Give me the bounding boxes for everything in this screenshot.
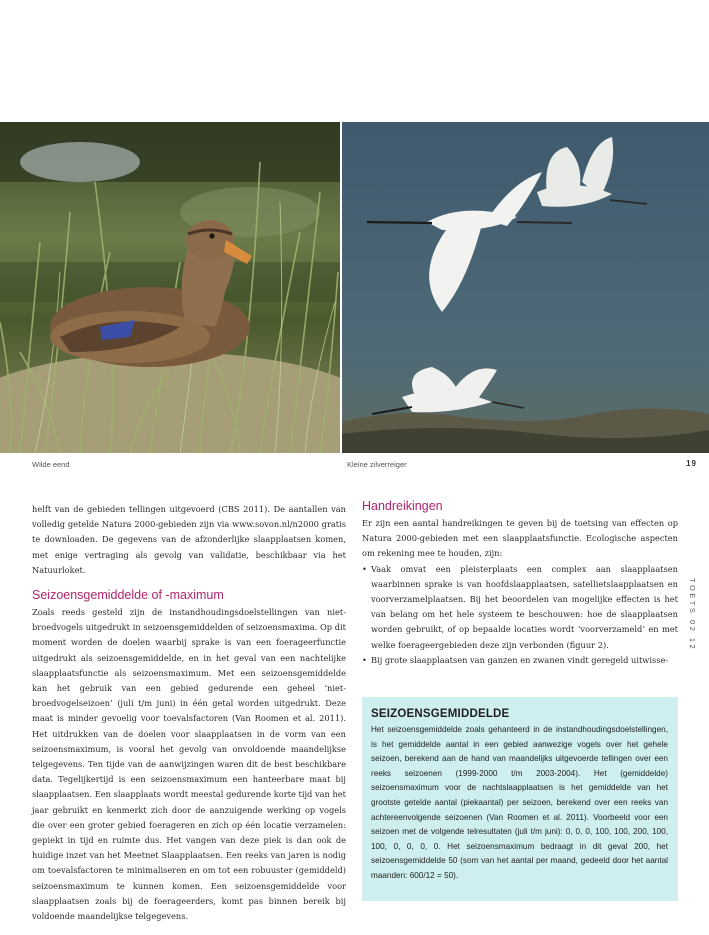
vertical-issue-label: TOETS 02 12 (688, 578, 697, 652)
info-box-seizoensgemiddelde (362, 697, 678, 901)
left-column (32, 502, 346, 924)
list-item: • Vaak omvat een pleisterplaats een complex aan slaapplaatsen waarbinnen sprake is van hoofdslaapplaatsen, satellietslaapplaatsen en voorverzamelplaatsen. Bij het beoordelen van mogelijke effecten is het van belang om het hele systeem te beschouwen: hoe de slaapplaatsen worden gebruikt, of op bepaalde locaties wordt ‘voorverzameld’ en met welke foerageergebieden deze zijn verbonden (figuur 2). (362, 562, 678, 653)
photo-caption-right: Kleine zilverreiger (347, 460, 407, 469)
section-heading-handreikingen: Handreikingen (362, 499, 443, 513)
info-box-title: SEIZOENSGEMIDDELDE (371, 708, 510, 720)
bullet-list (362, 562, 678, 668)
right-column (362, 499, 678, 668)
egret-flight-photo (342, 122, 709, 453)
right-intro-paragraph: Er zijn een aantal handreikingen te geven bij de toetsing van effecten op Natura 2000-gebieden met een slaapplaatsfunctie. Ecologische aspecten om rekening mee te houden, zijn: (362, 518, 678, 559)
photo-caption-left: Wilde eend (32, 460, 70, 469)
left-body-paragraph: Zoals reeds gesteld zijn de instandhoudingsdoelstellingen van niet-broedvogels uitgedrukt in seizoensgemiddelden of seizoensmaxima. Op dit moment worden de doelen waarbij sprake is van een foerageerfunctie uitgedrukt als seizoensgemiddelde, en in het geval van een nachtelijke slaapplaatsfunctie als seizoensmaximum. Met een seizoensgemiddelde kan het gebruik van een gebied gedurende een geheel ‘niet-broedvogelseizoen’ (juli t/m juni) in één getal worden uitgedrukt. Deze maat is minder gevoelig voor toevalsfactoren (Van Roomen et al. 2011). Het uitdrukken van de doelen voor slaapplaatsen in de vorm van een seizoensmaximum, is vooral het gevolg van onvoldoende maandelijkse telgegevens. Ten tijde van de aanwijzingen waren dit de best beschikbare data. Tegelijkertijd is een seizoensmaximum een hanteerbare maat bij slaapplaatsen. Een slaapplaats wordt meestal gedurende korte tijd van het jaar gebruikt en kenmerkt zich door de aanzuigende werking op vogels die over een groter gebied foerageren en zich op één locatie verzamelen: gepiekt in tijd en ruimte dus. Het vangen van deze piek is dan ook de huidige inzet van het Meetnet Slaapplaatsen. Een reeks van jaren is nodig om toevalsfactoren te minimaliseren en om tot een robuuster (gemiddeld) seizoensmaximum te kunnen komen. Een seizoensgemiddelde voor slaapplaatsen zoals bij de foerageerders, komt pas binnen bereik bij voldoende maandelijkse telgegevens. (32, 607, 346, 922)
info-box-text: Het seizoensgemiddelde zoals gehanteerd in de instandhoudingsdoelstellingen, is het gemiddelde aantal in een gebied aanwezige vogels over het gehele seizoen, berekend aan de hand van maandelijks uitgevoerde tellingen over een reeks seizoenen (1999-2000 t/m 2003-2004). Het (gemiddelde) seizoensmaximum voor de nachtslaapplaatsen is het gemiddelde van het grootste getelde aantal (piekaantal) per seizoen, berekend over een reeks van achtereenvolgende seizoenen (Van Roomen et al. 2011). Voorbeeld voor een seizoen met de volgende telresultaten (juli t/m juni): 0, 0, 0, 100, 100, 200, 100, 100, 0, 0, 0, 0. Het seizoensmaximum bedraagt in dit geval 200, het seizoensgemiddelde 50 (som van het aantal per maand, gedeeld door het aantal maanden: 600/12 = 50). (371, 725, 668, 880)
page-number: 19 (686, 459, 697, 468)
list-item: • Bij grote slaapplaatsen van ganzen en zwanen vindt geregeld uitwisse- (362, 653, 678, 668)
section-heading-seizoensgemiddelde: Seizoensgemiddelde of -maximum (32, 588, 224, 603)
mallard-duck-photo (0, 122, 340, 453)
left-intro-paragraph: helft van de gebieden tellingen uitgevoerd (CBS 2011). De aantallen van volledig getelde Natura 2000-gebieden zijn via www.sovon.nl/n2000 gratis te downloaden. De gegevens van de afzonderlijke slaapplaatsen komen, met enige vertraging als gevolg van validatie, beschikbaar via het Natuurloket. (32, 504, 346, 575)
